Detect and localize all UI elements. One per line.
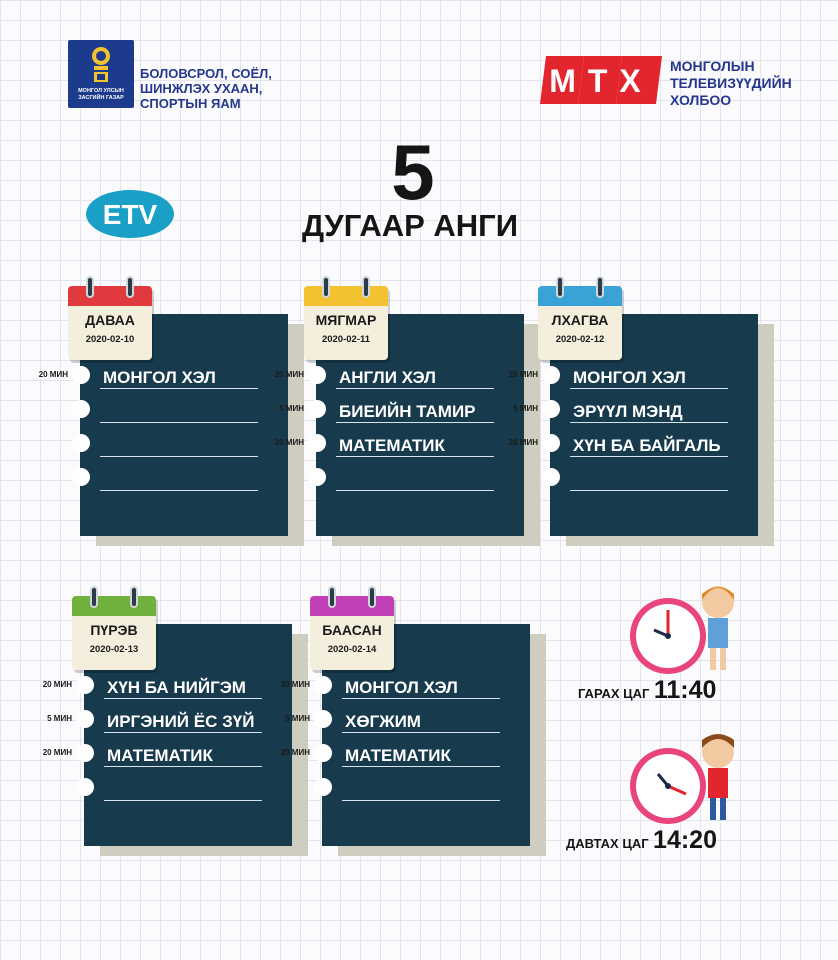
lesson-line xyxy=(336,490,494,491)
calendar-header xyxy=(538,286,622,306)
lesson-subject: БИЕИЙН ТАМИР xyxy=(339,402,476,421)
binder-hole xyxy=(308,366,326,384)
lesson-subject: ИРГЭНИЙ ЁС ЗҮЙ xyxy=(107,712,255,731)
binder-hole xyxy=(76,778,94,796)
binder-hole xyxy=(308,468,326,486)
binder-hole xyxy=(72,468,90,486)
day-date: 2020-02-10 xyxy=(85,334,135,345)
binder-hole xyxy=(542,400,560,418)
lesson-subject: МОНГОЛ ХЭЛ xyxy=(345,678,458,697)
lesson-duration: 5 МИН xyxy=(513,404,538,413)
boy-illustration xyxy=(694,730,742,826)
lesson-line xyxy=(342,800,500,801)
lesson-duration: 5 МИН xyxy=(47,714,72,723)
lesson-line xyxy=(570,456,728,457)
day-date: 2020-02-11 xyxy=(321,334,371,345)
calendar-icon xyxy=(304,276,388,360)
lesson-line xyxy=(570,388,728,389)
lesson-line xyxy=(104,800,262,801)
day-date: 2020-02-13 xyxy=(89,644,139,655)
calendar-ring xyxy=(362,276,370,298)
girl-illustration xyxy=(694,580,742,676)
lesson-line xyxy=(570,422,728,423)
lesson-subject: АНГЛИ ХЭЛ xyxy=(339,368,436,387)
lesson-subject: ХҮН БА НИЙГЭМ xyxy=(107,678,246,697)
lesson-line xyxy=(336,388,494,389)
calendar-ring xyxy=(322,276,330,298)
day-card xyxy=(42,594,324,894)
day-card xyxy=(508,284,790,584)
lesson-line xyxy=(342,698,500,699)
binder-hole xyxy=(314,744,332,762)
day-card xyxy=(280,594,562,894)
binder-hole xyxy=(542,366,560,384)
etv-logo-text: ETV xyxy=(102,199,158,230)
lesson-line xyxy=(336,456,494,457)
lesson-duration: 20 МИН xyxy=(38,370,68,379)
lesson-line xyxy=(100,456,258,457)
lesson-line xyxy=(570,490,728,491)
binder-hole xyxy=(308,434,326,452)
lesson-duration: 5 МИН xyxy=(285,714,310,723)
lesson-subject: МАТЕМАТИК xyxy=(339,436,445,455)
binder-hole xyxy=(542,468,560,486)
binder-hole xyxy=(314,778,332,796)
etv-logo xyxy=(80,184,176,240)
lesson-line xyxy=(104,766,262,767)
lesson-duration: 20 МИН xyxy=(274,438,304,447)
lesson-line xyxy=(100,388,258,389)
binder-hole xyxy=(314,710,332,728)
airtime-label: ГАРАХ ЦАГ xyxy=(578,686,650,701)
calendar-header xyxy=(72,596,156,616)
ministry-name: БОЛОВСРОЛ, СОЁЛ, ШИНЖЛЭХ УХААН, СПОРТЫН ЯАМ xyxy=(140,66,272,111)
binder-hole xyxy=(76,744,94,762)
calendar-ring xyxy=(556,276,564,298)
calendar-icon xyxy=(310,586,394,670)
calendar-header xyxy=(68,286,152,306)
binder-hole xyxy=(308,400,326,418)
day-name: МЯГМАР xyxy=(315,312,377,328)
soyombo-emblem-icon xyxy=(88,46,114,86)
lesson-line xyxy=(336,422,494,423)
day-name: ПҮРЭВ xyxy=(90,622,138,638)
airtime-row xyxy=(566,826,717,855)
lesson-duration: 20 МИН xyxy=(42,748,72,757)
calendar-ring xyxy=(126,276,134,298)
lesson-subject: ХӨГЖИМ xyxy=(345,712,421,731)
lesson-line xyxy=(104,732,262,733)
binder-hole xyxy=(76,676,94,694)
lesson-subject: МОНГОЛ ХЭЛ xyxy=(573,368,686,387)
lesson-subject: МАТЕМАТИК xyxy=(345,746,451,765)
mtx-logo xyxy=(540,56,662,104)
calendar-icon xyxy=(68,276,152,360)
lesson-subject: ХҮН БА БАЙГАЛЬ xyxy=(573,436,721,455)
day-date: 2020-02-12 xyxy=(555,334,605,345)
binder-hole xyxy=(76,710,94,728)
day-name: ДАВАА xyxy=(85,312,135,328)
grade-number: 5 xyxy=(391,128,435,216)
lesson-line xyxy=(100,422,258,423)
lesson-duration: 20 МИН xyxy=(508,370,538,379)
lesson-duration: 20 МИН xyxy=(508,438,538,447)
calendar-ring xyxy=(368,586,376,608)
calendar-ring xyxy=(596,276,604,298)
binder-hole xyxy=(72,434,90,452)
airtime-value: 14:20 xyxy=(653,826,717,854)
lesson-duration: 20 МИН xyxy=(280,748,310,757)
lesson-line xyxy=(342,732,500,733)
lesson-subject: МАТЕМАТИК xyxy=(107,746,213,765)
calendar-ring xyxy=(86,276,94,298)
day-date: 2020-02-14 xyxy=(327,644,377,655)
lesson-line xyxy=(104,698,262,699)
lesson-duration: 20 МИН xyxy=(42,680,72,689)
lesson-subject: МОНГОЛ ХЭЛ xyxy=(103,368,216,387)
lesson-duration: 20 МИН xyxy=(274,370,304,379)
calendar-icon xyxy=(72,586,156,670)
lesson-subject: ЭРҮҮЛ МЭНД xyxy=(573,402,683,421)
lesson-line xyxy=(342,766,500,767)
lesson-line xyxy=(100,490,258,491)
lesson-duration: 5 МИН xyxy=(279,404,304,413)
binder-hole xyxy=(314,676,332,694)
mtx-org-name: МОНГОЛЫН ТЕЛЕВИЗҮҮДИЙН ХОЛБОО xyxy=(670,58,792,108)
calendar-ring xyxy=(328,586,336,608)
government-logo-caption: МОНГОЛ УЛСЫН ЗАСГИЙН ГАЗАР xyxy=(78,88,124,101)
binder-hole xyxy=(72,366,90,384)
day-card xyxy=(274,284,556,584)
binder-hole xyxy=(542,434,560,452)
calendar-header xyxy=(310,596,394,616)
airtime-row xyxy=(578,676,716,705)
airtime-label: ДАВТАХ ЦАГ xyxy=(566,836,649,851)
mtx-logo-text: МТХ xyxy=(549,63,653,99)
calendar-ring xyxy=(130,586,138,608)
binder-hole xyxy=(72,400,90,418)
lesson-duration: 20 МИН xyxy=(280,680,310,689)
day-name: ЛХАГВА xyxy=(551,312,609,328)
airtime-value: 11:40 xyxy=(653,676,717,704)
calendar-icon xyxy=(538,276,622,360)
calendar-header xyxy=(304,286,388,306)
grade-label: ДУГААР АНГИ xyxy=(301,208,519,243)
day-name: БААСАН xyxy=(322,622,382,638)
day-card xyxy=(38,284,320,584)
government-logo xyxy=(68,40,134,108)
calendar-ring xyxy=(90,586,98,608)
